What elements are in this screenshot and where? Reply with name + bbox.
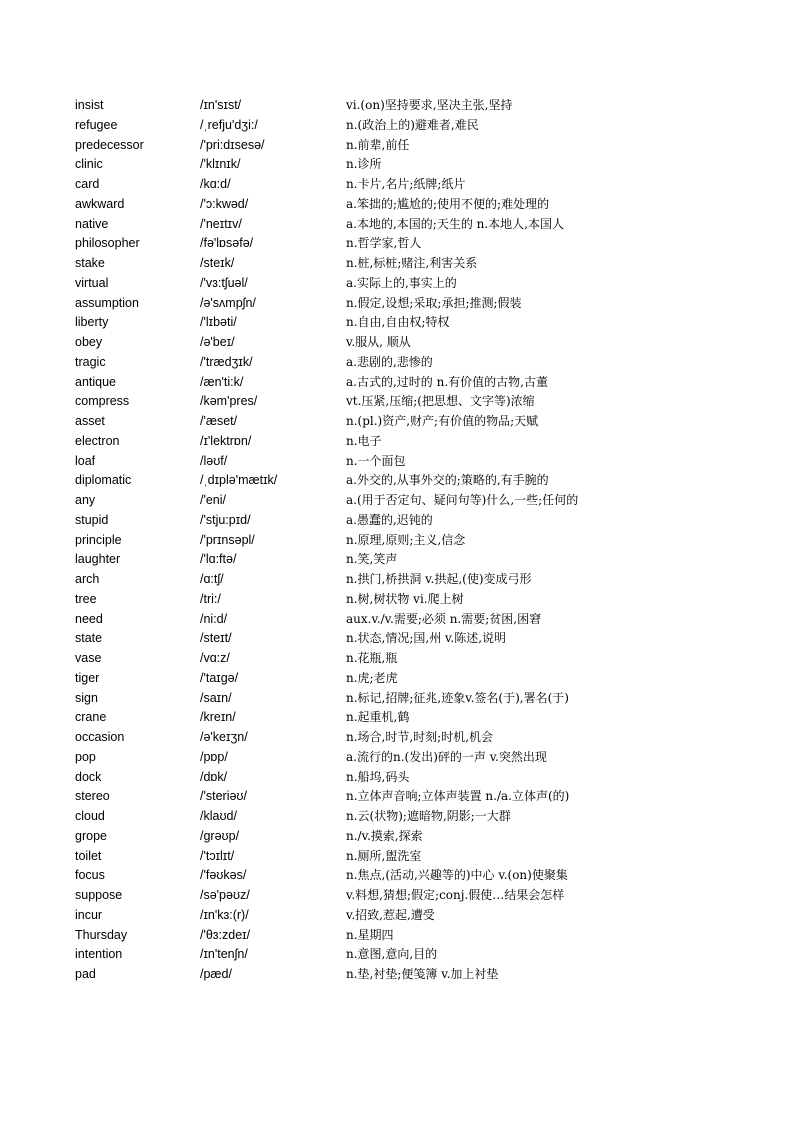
- entry-word: occasion: [75, 730, 125, 744]
- entry-word: focus: [75, 868, 105, 883]
- vocab-entry: [75, 945, 775, 965]
- entry-phonetic: /kreɪn/: [200, 710, 236, 725]
- entry-phonetic: /æn'ti:k/: [200, 374, 244, 389]
- entry-phonetic: /sə'pəʊz/: [200, 888, 250, 902]
- entry-word: arch: [75, 572, 100, 586]
- entry-word: stereo: [75, 789, 110, 804]
- vocab-entry: [75, 491, 775, 511]
- entry-word: principle: [75, 532, 122, 547]
- entry-phonetic: /'lɪbəti/: [200, 315, 237, 330]
- entry-word: diplomatic: [75, 473, 132, 488]
- entry-definition: a.外交的,从事外交的;策略的,有手腕的: [346, 473, 549, 488]
- vocab-entry: [75, 353, 775, 373]
- entry-word: clinic: [75, 157, 103, 172]
- vocab-entry: [75, 629, 775, 649]
- entry-definition: n.船坞,码头: [346, 769, 410, 784]
- entry-phonetic: /'eni/: [200, 493, 227, 507]
- vocab-entry: [75, 471, 775, 491]
- entry-definition: n.起重机,鹤: [346, 710, 410, 725]
- vocab-entry: [75, 965, 775, 985]
- entry-definition: n.(pl.)资产,财产;有价值的物品;天赋: [346, 414, 539, 428]
- entry-definition: a.实际上的,事实上的: [346, 275, 457, 290]
- entry-definition: n.场合,时节,时刻;时机,机会: [346, 730, 494, 744]
- entry-phonetic: /ni:d/: [200, 611, 228, 626]
- entry-phonetic: /ˌdɪplə'mætɪk/: [200, 473, 278, 488]
- vocabulary-list: [75, 96, 775, 985]
- entry-phonetic: /ɪn'sɪst/: [200, 98, 242, 112]
- entry-definition: n.诊所: [346, 157, 382, 172]
- entry-word: electron: [75, 433, 120, 448]
- entry-word: liberty: [75, 315, 109, 330]
- vocab-entry: [75, 590, 775, 610]
- entry-phonetic: /'klɪnɪk/: [200, 157, 241, 172]
- entry-word: any: [75, 493, 96, 507]
- vocab-entry: [75, 373, 775, 393]
- entry-definition: n.焦点,(活动,兴趣等的)中心 v.(on)使聚集: [346, 868, 568, 883]
- entry-definition: n.卡片,名片;纸牌;纸片: [346, 177, 466, 191]
- entry-definition: a.愚蠢的,迟钝的: [346, 512, 433, 527]
- entry-definition: n.笑,笑声: [346, 552, 398, 567]
- entry-word: intention: [75, 947, 123, 962]
- entry-definition: n.原理,原则;主义,信念: [346, 532, 466, 547]
- vocab-entry: [75, 96, 775, 116]
- entry-definition: n.桩,标桩;赌注,利害关系: [346, 256, 478, 270]
- entry-word: stake: [75, 256, 105, 270]
- vocab-entry: [75, 768, 775, 788]
- vocab-entry: [75, 906, 775, 926]
- entry-definition: n.状态,情况;国,州 v.陈述,说明: [346, 631, 507, 646]
- entry-definition: n.自由,自由权;特权: [346, 315, 450, 330]
- entry-word: crane: [75, 710, 107, 725]
- entry-word: grope: [75, 828, 107, 843]
- entry-word: incur: [75, 907, 103, 922]
- entry-phonetic: /ə'keɪʒn/: [200, 730, 248, 744]
- entry-phonetic: /'taɪgə/: [200, 670, 239, 685]
- entry-definition: n.哲学家,哲人: [346, 236, 422, 251]
- entry-word: laughter: [75, 552, 121, 567]
- entry-definition: vi.(on)坚持要求,坚决主张,坚持: [346, 98, 513, 112]
- vocab-entry: [75, 748, 775, 768]
- vocab-entry: [75, 452, 775, 472]
- vocab-entry: [75, 274, 775, 294]
- entry-word: tiger: [75, 670, 100, 685]
- entry-phonetic: /'pri:dɪsesə/: [200, 137, 265, 152]
- entry-phonetic: /'fəʊkəs/: [200, 868, 247, 883]
- vocab-entry: [75, 807, 775, 827]
- entry-phonetic: /ɪn'kɜ:(r)/: [200, 907, 249, 922]
- entry-word: asset: [75, 414, 105, 428]
- entry-phonetic: /klaʊd/: [200, 809, 237, 823]
- entry-word: virtual: [75, 275, 109, 290]
- entry-phonetic: /ə'beɪ/: [200, 335, 235, 349]
- entry-definition: n./v.摸索,探索: [346, 828, 423, 843]
- entry-definition: n.垫,衬垫;便笺簿 v.加上衬垫: [346, 967, 499, 981]
- entry-definition: vt.压紧,压缩;(把思想、文字等)浓缩: [346, 394, 535, 409]
- vocab-entry: [75, 116, 775, 136]
- vocab-entry: [75, 886, 775, 906]
- entry-word: pad: [75, 967, 96, 981]
- vocab-entry: [75, 926, 775, 946]
- entry-phonetic: /vɑ:z/: [200, 651, 230, 665]
- entry-definition: v.招致,惹起,遭受: [346, 907, 435, 922]
- vocab-entry: [75, 708, 775, 728]
- entry-definition: n.拱门,桥拱洞 v.拱起,(使)变成弓形: [346, 572, 532, 586]
- entry-phonetic: /saɪn/: [200, 690, 232, 705]
- entry-word: native: [75, 216, 109, 231]
- vocab-entry: [75, 392, 775, 412]
- entry-definition: n.意图,意向,目的: [346, 947, 438, 962]
- entry-phonetic: /'stju:pɪd/: [200, 512, 251, 527]
- vocab-entry: [75, 649, 775, 669]
- entry-word: suppose: [75, 888, 123, 902]
- entry-word: predecessor: [75, 137, 144, 152]
- entry-word: refugee: [75, 117, 118, 132]
- entry-definition: n.树,树状物 vi.爬上树: [346, 591, 464, 606]
- entry-phonetic: /'θɜ:zdeɪ/: [200, 927, 251, 942]
- entry-word: assumption: [75, 295, 139, 310]
- entry-definition: n.一个面包: [346, 453, 406, 468]
- entry-phonetic: /kəm'pres/: [200, 394, 258, 409]
- entry-phonetic: /kɑ:d/: [200, 177, 231, 191]
- vocab-entry: [75, 412, 775, 432]
- entry-phonetic: /tri:/: [200, 591, 221, 606]
- entry-phonetic: /ɑ:tʃ/: [200, 572, 224, 586]
- vocab-entry: [75, 787, 775, 807]
- entry-phonetic: /'prɪnsəpl/: [200, 532, 255, 547]
- entry-definition: v.服从, 顺从: [346, 335, 411, 349]
- vocab-entry: [75, 313, 775, 333]
- entry-word: insist: [75, 98, 104, 112]
- vocab-entry: [75, 215, 775, 235]
- entry-phonetic: /ˌrefju'dʒi:/: [200, 117, 258, 132]
- entry-phonetic: /'tɔɪlɪt/: [200, 848, 235, 863]
- entry-word: cloud: [75, 809, 105, 823]
- entry-definition: a.悲剧的,悲惨的: [346, 354, 433, 369]
- entry-phonetic: /ɪn'tenʃn/: [200, 947, 248, 962]
- entry-phonetic: /grəʊp/: [200, 828, 240, 843]
- entry-phonetic: /fə'lɒsəfə/: [200, 236, 254, 251]
- entry-phonetic: /steɪk/: [200, 256, 235, 270]
- entry-word: tragic: [75, 354, 106, 369]
- vocab-entry: [75, 669, 775, 689]
- vocab-entry: [75, 195, 775, 215]
- entry-definition: n.云(状物);遮暗物,阴影;一大群: [346, 809, 511, 823]
- vocab-entry: [75, 234, 775, 254]
- entry-definition: n.(政治上的)避难者,难民: [346, 117, 479, 132]
- entry-phonetic: /pɒp/: [200, 749, 228, 764]
- entry-definition: n.厕所,盥洗室: [346, 848, 422, 863]
- vocab-entry: [75, 511, 775, 531]
- entry-word: obey: [75, 335, 103, 349]
- vocab-entry: [75, 136, 775, 156]
- entry-word: philosopher: [75, 236, 140, 251]
- entry-word: tree: [75, 591, 97, 606]
- entry-phonetic: /'trædʒɪk/: [200, 354, 253, 369]
- vocab-entry: [75, 827, 775, 847]
- vocab-entry: [75, 155, 775, 175]
- entry-word: Thursday: [75, 927, 128, 942]
- entry-definition: n.标记,招牌;征兆,迹象v.签名(于),署名(于): [346, 690, 569, 705]
- entry-word: state: [75, 631, 103, 646]
- entry-word: compress: [75, 394, 130, 409]
- vocab-entry: [75, 294, 775, 314]
- entry-definition: aux.v./v.需要;必须 n.需要;贫困,困窘: [346, 611, 542, 626]
- vocab-entry: [75, 610, 775, 630]
- entry-word: vase: [75, 651, 102, 665]
- entry-phonetic: /ɪ'lektrɒn/: [200, 433, 252, 448]
- entry-phonetic: /steɪt/: [200, 631, 232, 646]
- entry-phonetic: /'vɜ:tʃuəl/: [200, 275, 248, 290]
- entry-definition: n.电子: [346, 433, 382, 448]
- entry-word: dock: [75, 769, 102, 784]
- entry-definition: n.假定,设想;采取;承担;推测;假装: [346, 295, 522, 310]
- entry-word: card: [75, 177, 100, 191]
- entry-phonetic: /dɒk/: [200, 769, 228, 784]
- entry-definition: a.本地的,本国的;天生的 n.本地人,本国人: [346, 216, 564, 231]
- entry-phonetic: /'steriəʊ/: [200, 789, 248, 804]
- entry-phonetic: /'æset/: [200, 414, 238, 428]
- entry-definition: n.星期四: [346, 927, 394, 942]
- entry-phonetic: /'lɑ:ftə/: [200, 552, 237, 567]
- entry-definition: n.花瓶,瓶: [346, 651, 398, 665]
- entry-word: sign: [75, 690, 98, 705]
- vocab-entry: [75, 254, 775, 274]
- entry-definition: a.笨拙的;尴尬的;使用不便的;难处理的: [346, 196, 550, 211]
- entry-word: need: [75, 611, 103, 626]
- entry-phonetic: /ə'sʌmpʃn/: [200, 295, 256, 310]
- entry-definition: n.虎;老虎: [346, 670, 398, 685]
- entry-definition: v.料想,猜想;假定;conj.假使…结果会怎样: [346, 888, 565, 902]
- entry-phonetic: /pæd/: [200, 967, 232, 981]
- vocab-entry: [75, 689, 775, 709]
- vocab-entry: [75, 847, 775, 867]
- entry-phonetic: /'ɔ:kwəd/: [200, 196, 249, 211]
- vocab-entry: [75, 531, 775, 551]
- entry-definition: n.前辈,前任: [346, 137, 410, 152]
- vocab-entry: [75, 550, 775, 570]
- entry-word: loaf: [75, 453, 96, 468]
- vocab-entry: [75, 333, 775, 353]
- entry-word: toilet: [75, 848, 102, 863]
- entry-phonetic: /ləʊf/: [200, 453, 228, 468]
- entry-word: pop: [75, 749, 96, 764]
- vocab-entry: [75, 175, 775, 195]
- vocab-entry: [75, 866, 775, 886]
- entry-definition: n.立体声音响;立体声装置 n./a.立体声(的): [346, 789, 570, 804]
- vocab-entry: [75, 432, 775, 452]
- entry-phonetic: /'neɪtɪv/: [200, 216, 242, 231]
- entry-definition: a.流行的n.(发出)砰的一声 v.突然出现: [346, 749, 547, 764]
- entry-word: stupid: [75, 512, 109, 527]
- entry-definition: a.(用于否定句、疑问句等)什么,一些;任何的: [346, 493, 579, 507]
- entry-word: antique: [75, 374, 117, 389]
- vocab-entry: [75, 728, 775, 748]
- entry-definition: a.古式的,过时的 n.有价值的古物,古董: [346, 374, 548, 389]
- vocab-entry: [75, 570, 775, 590]
- entry-word: awkward: [75, 196, 125, 211]
